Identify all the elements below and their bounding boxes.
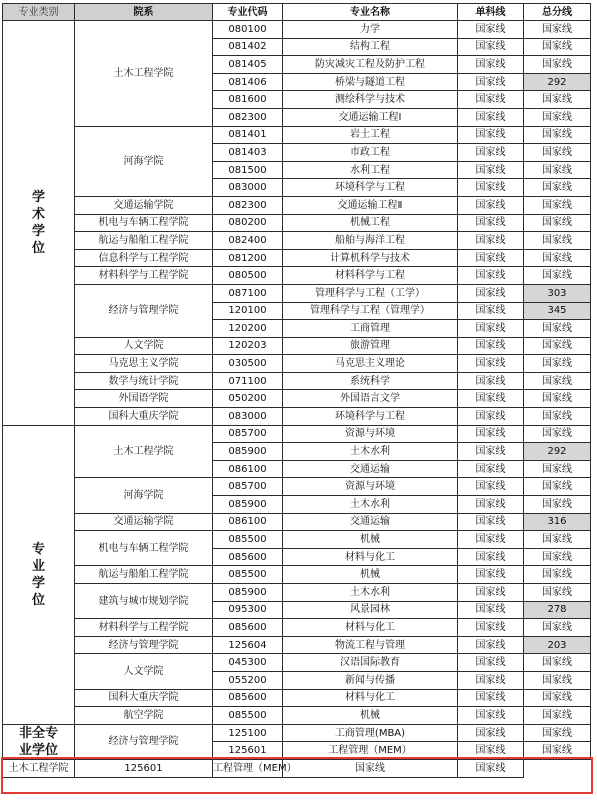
single-subject-line-cell: 国家线 xyxy=(458,249,524,267)
major-name-cell: 桥梁与隧道工程 xyxy=(283,73,458,91)
total-score-line-cell: 国家线 xyxy=(524,337,591,355)
major-code-cell: 120203 xyxy=(213,337,283,355)
major-code-cell: 055200 xyxy=(213,671,283,689)
department-cell: 土木工程学院 xyxy=(3,759,75,777)
major-name-cell: 管理科学与工程（管理学） xyxy=(283,302,458,320)
major-code-cell: 120100 xyxy=(213,302,283,320)
major-code-cell: 045300 xyxy=(213,654,283,672)
major-code-cell: 081406 xyxy=(213,73,283,91)
header-category: 专业类别 xyxy=(3,4,75,21)
major-name-cell: 机械 xyxy=(283,707,458,725)
category-cell xyxy=(3,425,75,724)
major-code-cell: 081200 xyxy=(213,249,283,267)
total-score-line-cell: 国家线 xyxy=(524,566,591,584)
major-name-cell: 旅游管理 xyxy=(283,337,458,355)
department-cell: 经济与管理学院 xyxy=(75,284,213,337)
single-subject-line-cell: 国家线 xyxy=(458,284,524,302)
major-code-cell: 085900 xyxy=(213,443,283,461)
major-code-cell: 083000 xyxy=(213,408,283,426)
major-name-cell: 工程管理（MEM） xyxy=(283,742,458,760)
single-subject-line-cell: 国家线 xyxy=(458,584,524,602)
total-score-line-cell: 国家线 xyxy=(524,56,591,74)
total-score-line-cell: 国家线 xyxy=(524,584,591,602)
total-score-line-cell: 国家线 xyxy=(524,196,591,214)
major-name-cell: 外国语言文学 xyxy=(283,390,458,408)
single-subject-line-cell: 国家线 xyxy=(458,636,524,654)
table-row xyxy=(3,267,591,285)
table-row xyxy=(3,249,591,267)
major-name-cell: 环境科学与工程 xyxy=(283,408,458,426)
major-code-cell: 085900 xyxy=(213,584,283,602)
department-cell: 马克思主义学院 xyxy=(75,355,213,373)
single-subject-line-cell: 国家线 xyxy=(458,460,524,478)
department-cell: 信息科学与工程学院 xyxy=(75,249,213,267)
major-code-cell: 081405 xyxy=(213,56,283,74)
total-score-line-cell: 国家线 xyxy=(524,689,591,707)
major-name-cell: 资源与环境 xyxy=(283,478,458,496)
major-name-cell: 物流工程与管理 xyxy=(283,636,458,654)
header-major-code: 专业代码 xyxy=(213,4,283,21)
single-subject-line-cell: 国家线 xyxy=(458,654,524,672)
major-code-cell: 082400 xyxy=(213,232,283,250)
total-score-line-cell: 国家线 xyxy=(524,108,591,126)
single-subject-line-cell: 国家线 xyxy=(458,232,524,250)
major-name-cell: 交通运输 xyxy=(283,513,458,531)
single-subject-line-cell: 国家线 xyxy=(458,337,524,355)
total-score-line-cell: 国家线 xyxy=(524,724,591,742)
major-code-cell: 085600 xyxy=(213,689,283,707)
major-code-cell: 081500 xyxy=(213,161,283,179)
admission-score-table xyxy=(2,3,591,778)
header-major-name: 专业名称 xyxy=(283,4,458,21)
major-code-cell: 081403 xyxy=(213,144,283,162)
single-subject-line-cell: 国家线 xyxy=(458,619,524,637)
category-label-line: 业 xyxy=(31,558,45,574)
major-name-cell: 机械 xyxy=(283,566,458,584)
total-score-line-cell: 国家线 xyxy=(524,654,591,672)
single-subject-line-cell: 国家线 xyxy=(458,601,524,619)
major-name-cell: 岩土工程 xyxy=(283,126,458,144)
major-name-cell: 资源与环境 xyxy=(283,425,458,443)
single-subject-line-cell: 国家线 xyxy=(458,126,524,144)
single-subject-line-cell: 国家线 xyxy=(458,478,524,496)
major-code-cell: 082300 xyxy=(213,196,283,214)
header-total-score-line: 总分线 xyxy=(524,4,591,21)
major-name-cell: 环境科学与工程 xyxy=(283,179,458,197)
total-score-line-cell: 国家线 xyxy=(524,144,591,162)
single-subject-line-cell: 国家线 xyxy=(458,267,524,285)
table-row xyxy=(3,513,591,531)
major-code-cell: 087100 xyxy=(213,284,283,302)
major-code-cell: 085700 xyxy=(213,425,283,443)
major-code-cell: 120200 xyxy=(213,320,283,338)
major-name-cell: 防灾减灾工程及防护工程 xyxy=(283,56,458,74)
total-score-line-cell: 345 xyxy=(524,302,591,320)
table-row xyxy=(3,759,591,777)
single-subject-line-cell: 国家线 xyxy=(458,56,524,74)
major-name-cell: 管理科学与工程（工学） xyxy=(283,284,458,302)
major-code-cell: 125601 xyxy=(75,759,213,777)
table-row xyxy=(3,355,591,373)
total-score-line-cell: 国家线 xyxy=(524,478,591,496)
single-subject-line-cell: 国家线 xyxy=(458,38,524,56)
major-code-cell: 125601 xyxy=(213,742,283,760)
total-score-line-cell: 国家线 xyxy=(524,531,591,549)
table-row xyxy=(3,636,591,654)
department-cell: 河海学院 xyxy=(75,478,213,513)
major-code-cell: 085500 xyxy=(213,531,283,549)
department-cell: 航运与船舶工程学院 xyxy=(75,232,213,250)
single-subject-line-cell: 国家线 xyxy=(458,355,524,373)
department-cell: 土木工程学院 xyxy=(75,425,213,478)
table-row xyxy=(3,584,591,602)
single-subject-line-cell: 国家线 xyxy=(458,144,524,162)
major-name-cell: 土木水利 xyxy=(283,496,458,514)
table-row xyxy=(3,214,591,232)
category-label-line: 术 xyxy=(31,206,45,222)
major-name-cell: 交通运输 xyxy=(283,460,458,478)
major-name-cell: 系统科学 xyxy=(283,372,458,390)
category-label-line: 专 xyxy=(31,541,45,557)
total-score-line-cell: 国家线 xyxy=(524,320,591,338)
header-department: 院系 xyxy=(75,4,213,21)
table-row xyxy=(3,707,591,725)
table-row xyxy=(3,531,591,549)
table-row xyxy=(3,724,591,742)
table-row xyxy=(3,390,591,408)
single-subject-line-cell: 国家线 xyxy=(458,742,524,760)
major-name-cell: 工商管理 xyxy=(283,320,458,338)
department-cell: 数学与统计学院 xyxy=(75,372,213,390)
major-name-cell: 土木水利 xyxy=(283,443,458,461)
major-code-cell: 095300 xyxy=(213,601,283,619)
single-subject-line-cell: 国家线 xyxy=(283,759,458,777)
department-cell: 国科大重庆学院 xyxy=(75,689,213,707)
major-code-cell: 085500 xyxy=(213,707,283,725)
major-name-cell: 马克思主义理论 xyxy=(283,355,458,373)
single-subject-line-cell: 国家线 xyxy=(458,548,524,566)
major-name-cell: 测绘科学与技术 xyxy=(283,91,458,109)
major-code-cell: 081600 xyxy=(213,91,283,109)
total-score-line-cell: 国家线 xyxy=(524,214,591,232)
table-row xyxy=(3,126,591,144)
major-code-cell: 085900 xyxy=(213,496,283,514)
major-name-cell: 土木水利 xyxy=(283,584,458,602)
single-subject-line-cell: 国家线 xyxy=(458,21,524,39)
department-cell: 土木工程学院 xyxy=(75,21,213,127)
major-name-cell: 市政工程 xyxy=(283,144,458,162)
category-label-line: 位 xyxy=(31,240,45,256)
major-name-cell: 材料科学与工程 xyxy=(283,267,458,285)
total-score-line-cell: 国家线 xyxy=(524,232,591,250)
major-name-cell: 交通运输工程Ⅱ xyxy=(283,196,458,214)
department-cell: 经济与管理学院 xyxy=(75,724,213,759)
single-subject-line-cell: 国家线 xyxy=(458,108,524,126)
major-code-cell: 085500 xyxy=(213,566,283,584)
major-code-cell: 085700 xyxy=(213,478,283,496)
major-code-cell: 125604 xyxy=(213,636,283,654)
major-code-cell: 086100 xyxy=(213,460,283,478)
department-cell: 国科大重庆学院 xyxy=(75,408,213,426)
major-code-cell: 030500 xyxy=(213,355,283,373)
category-label-line: 位 xyxy=(31,592,45,608)
total-score-line-cell: 国家线 xyxy=(524,21,591,39)
single-subject-line-cell: 国家线 xyxy=(458,724,524,742)
total-score-line-cell: 292 xyxy=(524,73,591,91)
single-subject-line-cell: 国家线 xyxy=(458,214,524,232)
major-name-cell: 工程管理（MEM） xyxy=(213,759,283,777)
major-name-cell: 机械工程 xyxy=(283,214,458,232)
total-score-line-cell: 国家线 xyxy=(524,425,591,443)
department-cell: 材料科学与工程学院 xyxy=(75,267,213,285)
category-label-line: 学 xyxy=(31,189,45,205)
department-cell: 交通运输学院 xyxy=(75,513,213,531)
total-score-line-cell: 292 xyxy=(524,443,591,461)
category-label-line: 非全专 xyxy=(18,725,58,741)
major-code-cell: 080500 xyxy=(213,267,283,285)
department-cell: 建筑与城市规划学院 xyxy=(75,584,213,619)
major-code-cell: 082300 xyxy=(213,108,283,126)
table-row xyxy=(3,21,591,39)
total-score-line-cell: 国家线 xyxy=(524,496,591,514)
table-row xyxy=(3,337,591,355)
major-code-cell: 083000 xyxy=(213,179,283,197)
major-name-cell: 机械 xyxy=(283,531,458,549)
major-name-cell: 船舶与海洋工程 xyxy=(283,232,458,250)
table-row xyxy=(3,408,591,426)
table-row xyxy=(3,689,591,707)
total-score-line-cell: 国家线 xyxy=(524,707,591,725)
table-row xyxy=(3,284,591,302)
single-subject-line-cell: 国家线 xyxy=(458,513,524,531)
table-row xyxy=(3,196,591,214)
table-row xyxy=(3,232,591,250)
major-code-cell: 080100 xyxy=(213,21,283,39)
total-score-line-cell: 国家线 xyxy=(524,372,591,390)
table-row xyxy=(3,478,591,496)
single-subject-line-cell: 国家线 xyxy=(458,425,524,443)
department-cell: 河海学院 xyxy=(75,126,213,196)
major-name-cell: 水利工程 xyxy=(283,161,458,179)
major-name-cell: 风景园林 xyxy=(283,601,458,619)
total-score-line-cell: 303 xyxy=(524,284,591,302)
major-name-cell: 材料与化工 xyxy=(283,548,458,566)
total-score-line-cell: 国家线 xyxy=(524,548,591,566)
department-cell: 交通运输学院 xyxy=(75,196,213,214)
major-name-cell: 计算机科学与技术 xyxy=(283,249,458,267)
single-subject-line-cell: 国家线 xyxy=(458,372,524,390)
major-code-cell: 125100 xyxy=(213,724,283,742)
single-subject-line-cell: 国家线 xyxy=(458,196,524,214)
major-code-cell: 085600 xyxy=(213,548,283,566)
single-subject-line-cell: 国家线 xyxy=(458,73,524,91)
department-cell: 人文学院 xyxy=(75,337,213,355)
total-score-line-cell: 国家线 xyxy=(524,355,591,373)
major-name-cell: 结构工程 xyxy=(283,38,458,56)
major-name-cell: 材料与化工 xyxy=(283,689,458,707)
category-cell xyxy=(3,724,75,759)
total-score-line-cell: 国家线 xyxy=(524,671,591,689)
major-name-cell: 力学 xyxy=(283,21,458,39)
table-row xyxy=(3,566,591,584)
department-cell: 人文学院 xyxy=(75,654,213,689)
department-cell: 机电与车辆工程学院 xyxy=(75,531,213,566)
total-score-line-cell: 国家线 xyxy=(524,742,591,760)
header-row xyxy=(3,4,591,21)
major-code-cell: 081402 xyxy=(213,38,283,56)
category-label-line: 业学位 xyxy=(18,742,58,758)
single-subject-line-cell: 国家线 xyxy=(458,443,524,461)
major-code-cell: 050200 xyxy=(213,390,283,408)
single-subject-line-cell: 国家线 xyxy=(458,91,524,109)
total-score-line-cell: 国家线 xyxy=(524,267,591,285)
department-cell: 机电与车辆工程学院 xyxy=(75,214,213,232)
total-score-line-cell: 278 xyxy=(524,601,591,619)
department-cell: 航运与船舶工程学院 xyxy=(75,566,213,584)
single-subject-line-cell: 国家线 xyxy=(458,408,524,426)
single-subject-line-cell: 国家线 xyxy=(458,161,524,179)
total-score-line-cell: 国家线 xyxy=(524,390,591,408)
table-row xyxy=(3,372,591,390)
major-code-cell: 071100 xyxy=(213,372,283,390)
single-subject-line-cell: 国家线 xyxy=(458,320,524,338)
table-body xyxy=(3,21,591,778)
major-name-cell: 工商管理(MBA) xyxy=(283,724,458,742)
major-code-cell: 085600 xyxy=(213,619,283,637)
total-score-line-cell: 国家线 xyxy=(524,126,591,144)
total-score-line-cell: 国家线 xyxy=(524,249,591,267)
single-subject-line-cell: 国家线 xyxy=(458,707,524,725)
department-cell: 材料科学与工程学院 xyxy=(75,619,213,637)
single-subject-line-cell: 国家线 xyxy=(458,496,524,514)
table-row xyxy=(3,654,591,672)
single-subject-line-cell: 国家线 xyxy=(458,671,524,689)
single-subject-line-cell: 国家线 xyxy=(458,531,524,549)
major-name-cell: 交通运输工程Ⅰ xyxy=(283,108,458,126)
total-score-line-cell: 国家线 xyxy=(524,460,591,478)
total-score-line-cell: 国家线 xyxy=(524,408,591,426)
category-cell xyxy=(3,21,75,426)
single-subject-line-cell: 国家线 xyxy=(458,179,524,197)
single-subject-line-cell: 国家线 xyxy=(458,302,524,320)
total-score-line-cell: 203 xyxy=(524,636,591,654)
total-score-line-cell: 国家线 xyxy=(524,161,591,179)
major-code-cell: 080200 xyxy=(213,214,283,232)
department-cell: 航空学院 xyxy=(75,707,213,725)
department-cell: 外国语学院 xyxy=(75,390,213,408)
major-name-cell: 新闻与传播 xyxy=(283,671,458,689)
single-subject-line-cell: 国家线 xyxy=(458,390,524,408)
major-name-cell: 汉语国际教育 xyxy=(283,654,458,672)
total-score-line-cell: 国家线 xyxy=(458,759,524,777)
department-cell: 经济与管理学院 xyxy=(75,636,213,654)
single-subject-line-cell: 国家线 xyxy=(458,566,524,584)
total-score-line-cell: 国家线 xyxy=(524,91,591,109)
table-row xyxy=(3,619,591,637)
total-score-line-cell: 国家线 xyxy=(524,179,591,197)
table-row xyxy=(3,425,591,443)
category-label-line: 学 xyxy=(31,575,45,591)
single-subject-line-cell: 国家线 xyxy=(458,689,524,707)
total-score-line-cell: 316 xyxy=(524,513,591,531)
total-score-line-cell: 国家线 xyxy=(524,38,591,56)
header-single-subject-line: 单科线 xyxy=(458,4,524,21)
category-label-line: 学 xyxy=(31,223,45,239)
major-name-cell: 材料与化工 xyxy=(283,619,458,637)
major-code-cell: 081401 xyxy=(213,126,283,144)
major-code-cell: 086100 xyxy=(213,513,283,531)
total-score-line-cell: 国家线 xyxy=(524,619,591,637)
